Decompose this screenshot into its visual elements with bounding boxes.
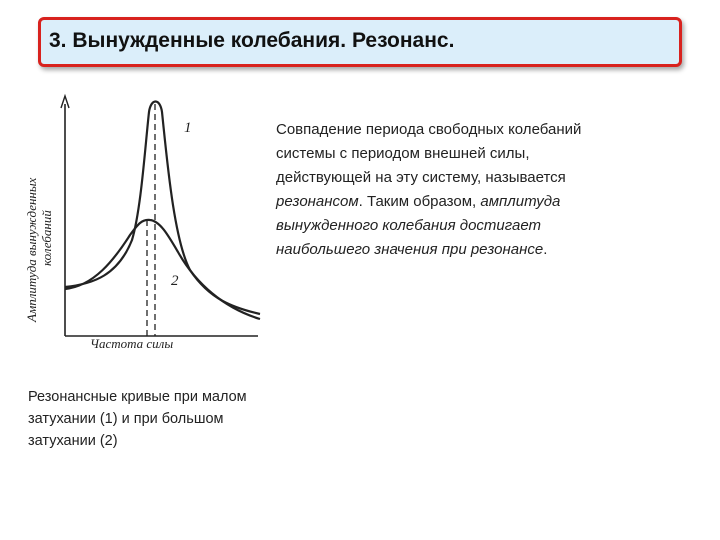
figure-caption: Резонансные кривые при малом затухании (1) и при большом затухании (2)	[28, 389, 247, 449]
y-axis-label-line1: Амплитуда вынужденных	[24, 177, 39, 322]
description-paragraph	[276, 118, 616, 262]
curve-1-label: 1	[184, 120, 192, 136]
term-resonance: резонансом	[276, 193, 359, 210]
slide-title: 3. Вынужденные колебания. Резонанс.	[49, 29, 455, 52]
y-axis-label-line2: колебаний	[39, 210, 54, 266]
resonance-curves-figure	[14, 90, 264, 360]
description-conclusion: амплитуда вынужденного колебания достигает наибольшего значения при резонансе	[276, 193, 561, 258]
title-banner	[38, 17, 682, 67]
x-axis-label: Частота силы	[90, 336, 174, 351]
description-part1: Совпадение периода свободных колебаний системы с периодом внешней силы, действующей на эту систему, называется	[276, 121, 582, 186]
description-part2: . Таким образом,	[358, 193, 481, 210]
description-part3: .	[543, 241, 548, 258]
curve-small-damping	[65, 102, 260, 315]
curve-2-label: 2	[171, 273, 179, 289]
